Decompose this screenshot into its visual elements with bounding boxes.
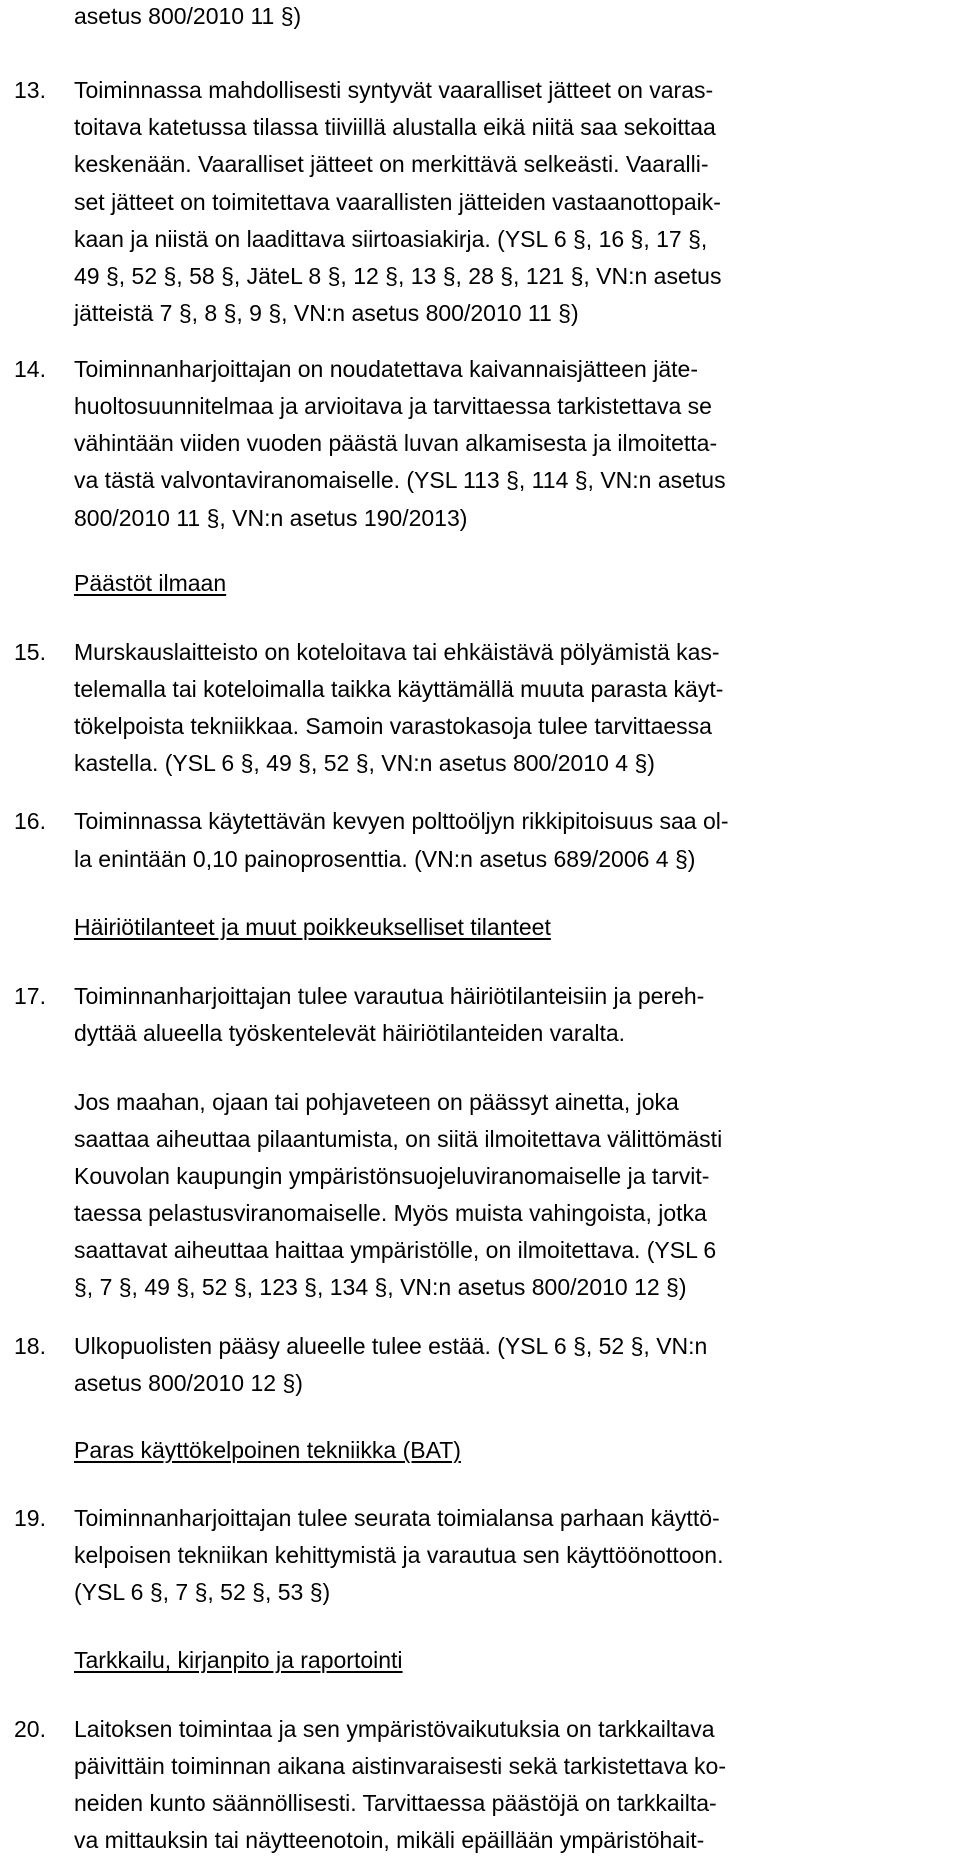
paragraph-line: Toiminnassa mahdollisesti syntyvät vaaralliset jätteet on varas- <box>74 77 714 104</box>
paragraph-line: jätteistä 7 §, 8 §, 9 §, VN:n asetus 800/2010 11 §) <box>74 299 579 326</box>
paragraph-line: päivittäin toiminnan aikana aistinvaraisesti sekä tarkistettava ko- <box>74 1752 726 1779</box>
paragraph-line: Kouvolan kaupungin ympäristönsuojeluviranomaiselle ja tarvit- <box>74 1162 710 1189</box>
paragraph-line: tökelpoista tekniikkaa. Samoin varastokasoja tulee tarvittaessa <box>74 712 712 739</box>
paragraph-line: kastella. (YSL 6 §, 49 §, 52 §, VN:n asetus 800/2010 4 §) <box>74 749 655 776</box>
item-number: 18. <box>14 1332 46 1359</box>
paragraph-line: Toiminnassa käytettävän kevyen polttoöljyn rikkipitoisuus saa ol- <box>74 808 729 835</box>
paragraph-line: saattaa aiheuttaa pilaantumista, on siitä ilmoitettava välittömästi <box>74 1125 723 1152</box>
paragraph-line: Toiminnanharjoittajan tulee varautua häiriötilanteisiin ja pereh- <box>74 983 705 1010</box>
item-number: 13. <box>14 77 46 104</box>
item-number: 20. <box>14 1715 46 1742</box>
paragraph-line: taessa pelastusviranomaiselle. Myös muista vahingoista, jotka <box>74 1199 707 1226</box>
section-heading-monitoring: Tarkkailu, kirjanpito ja raportointi <box>74 1647 403 1674</box>
paragraph-line: kelpoisen tekniikan kehittymistä ja varautua sen käyttöönottoon. <box>74 1542 724 1569</box>
item-number: 17. <box>14 983 46 1010</box>
paragraph-line: neiden kunto säännöllisesti. Tarvittaessa päästöjä on tarkkailta- <box>74 1789 717 1816</box>
paragraph-line: la enintään 0,10 painoprosenttia. (VN:n asetus 689/2006 4 §) <box>74 845 696 872</box>
paragraph-line: huoltosuunnitelmaa ja arvioitava ja tarvittaessa tarkistettava se <box>74 393 712 420</box>
paragraph-line: 49 §, 52 §, 58 §, JäteL 8 §, 12 §, 13 §, 28 §, 121 §, VN:n asetus <box>74 262 722 289</box>
section-heading-emissions: Päästöt ilmaan <box>74 570 227 597</box>
paragraph-line: dyttää alueella työskentelevät häiriötilanteiden varalta. <box>74 1020 626 1047</box>
section-heading-disturbances: Häiriötilanteet ja muut poikkeukselliset tilanteet <box>74 913 551 940</box>
paragraph-line: Toiminnanharjoittajan tulee seurata toimialansa parhaan käyttö- <box>74 1505 720 1531</box>
item-number: 14. <box>14 356 46 383</box>
paragraph-line: Murskauslaitteisto on koteloitava tai ehkäistävä pölyämistä kas- <box>74 638 720 665</box>
paragraph-line: 800/2010 11 §, VN:n asetus 190/2013) <box>74 504 468 531</box>
paragraph-line: toitava katetussa tilassa tiiviillä alustalla eikä niitä saa sekoittaa <box>74 114 716 141</box>
paragraph-line: saattavat aiheuttaa haittaa ympäristölle, on ilmoitettava. (YSL 6 <box>74 1236 717 1263</box>
paragraph-line: (YSL 6 §, 7 §, 52 §, 53 §) <box>74 1579 331 1606</box>
paragraph-line: Jos maahan, ojaan tai pohjaveteen on päässyt ainetta, joka <box>74 1088 679 1115</box>
item-number: 16. <box>14 808 46 835</box>
paragraph-line: §, 7 §, 49 §, 52 §, 123 §, 134 §, VN:n asetus 800/2010 12 §) <box>74 1274 687 1300</box>
paragraph-line: telemalla tai koteloimalla taikka käyttämällä muuta parasta käyt- <box>74 675 724 702</box>
paragraph-line: Ulkopuolisten pääsy alueelle tulee estää. (YSL 6 §, 52 §, VN:n <box>74 1332 708 1359</box>
paragraph-line: Laitoksen toimintaa ja sen ympäristövaikutuksia on tarkkailtava <box>74 1715 715 1742</box>
paragraph-line: va mittauksin tai näytteenotoin, mikäli epäillään ympäristöhait- <box>74 1826 705 1853</box>
item-number: 19. <box>14 1505 46 1531</box>
item-number: 15. <box>14 638 46 665</box>
paragraph-line: kaan ja niistä on laadittava siirtoasiakirja. (YSL 6 §, 16 §, 17 §, <box>74 225 708 252</box>
paragraph-line: asetus 800/2010 12 §) <box>74 1369 303 1396</box>
paragraph-line: Toiminnanharjoittajan on noudatettava kaivannaisjätteen jäte- <box>74 356 698 383</box>
paragraph-line: keskenään. Vaaralliset jätteet on merkittävä selkeästi. Vaaralli- <box>74 151 709 178</box>
paragraph-line: va tästä valvontaviranomaiselle. (YSL 113 §, 114 §, VN:n asetus <box>74 467 726 494</box>
continued-text-line: asetus 800/2010 11 §) <box>74 3 302 29</box>
section-heading-bat: Paras käyttökelpoinen tekniikka (BAT) <box>74 1436 461 1463</box>
paragraph-line: set jätteet on toimitettava vaarallisten jätteiden vastaanottopaik- <box>74 188 721 215</box>
paragraph-line: vähintään viiden vuoden päästä luvan alkamisesta ja ilmoitetta- <box>74 430 718 457</box>
